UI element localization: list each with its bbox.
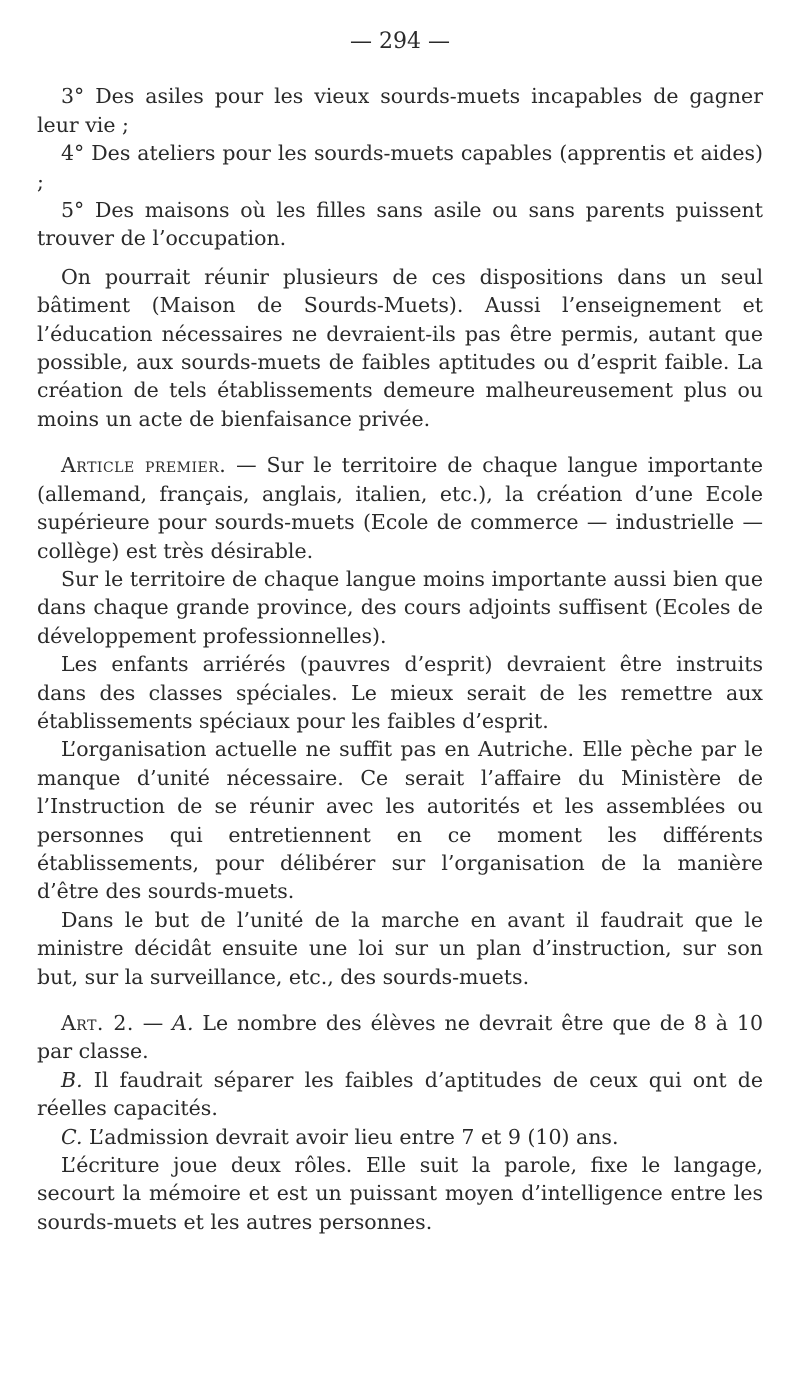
paragraph-langue-moins-importante: Sur le territoire de chaque langue moins importante aussi bien que dans chaque grande province, des cours adjoints suffisent (Ecoles de développement professionnelles). xyxy=(37,566,763,648)
item-a-text: Le nombre des élèves ne devrait être que de 8 à 10 par classe. xyxy=(37,1011,763,1064)
paragraph-item-5: 5° Des maisons où les filles sans asile ou sans parents puissent trouver de l’occupation. xyxy=(37,198,763,251)
item-b-text: Il faudrait séparer les faibles d’aptitudes de ceux qui ont de réelles capacités. xyxy=(37,1067,763,1121)
document-page xyxy=(37,20,763,1236)
paragraph-item-4: 4° Des ateliers pour les sourds-muets capables (apprentis et aides) ; xyxy=(37,141,763,194)
item-c-paragraph xyxy=(37,1123,763,1151)
article-premier-paragraph xyxy=(37,451,763,565)
paragraph-enfants-arrieres: Les enfants arriérés (pauvres d’esprit) devraient être instruits dans des classes spéciales. Le mieux serait de les remettre aux établissements spéciaux pour les faibles d’esprit. xyxy=(37,652,763,733)
paragraph-dispositions: On pourrait réunir plusieurs de ces dispositions dans un seul bâtiment (Maison de Sourds-Muets). Aussi l’enseignement et l’éducation nécessaires ne devraient-ils pas être permis, autant que possible, aux sourds-muets de faibles aptitudes ou d’esprit faible. La création de tels établissements demeure malheureusement plus ou moins un acte de bienfaisance privée. xyxy=(37,264,763,431)
paragraph-item-3: 3° Des asiles pour les vieux sourds-muets incapables de gagner leur vie ; xyxy=(37,84,763,137)
article-premier-dash: — xyxy=(226,453,267,478)
item-b-label: B. xyxy=(61,1067,83,1092)
item-c-text: L’admission devrait avoir lieu entre 7 et 9 (10) ans. xyxy=(89,1124,619,1149)
item-a-label: A. xyxy=(172,1011,194,1035)
article-premier-text: Sur le territoire de chaque langue importante (allemand, français, anglais, italien, etc.), la création d’une Ecole supérieure pour sourds-muets (Ecole de commerce — industrielle — collège) est très désirable. xyxy=(37,453,763,563)
article-2-dash: — xyxy=(133,1011,173,1035)
article-2-paragraph xyxy=(37,1009,763,1066)
item-b-paragraph xyxy=(37,1066,763,1123)
article-premier-heading: Article premier. xyxy=(61,453,227,478)
item-c-label: C. xyxy=(61,1124,83,1149)
page-number: — 294 — xyxy=(350,29,450,54)
article-2-heading: Art. 2. xyxy=(61,1011,134,1035)
paragraph-organisation-autriche: L’organisation actuelle ne suffit pas en Autriche. Elle pèche par le manque d’unité nécessaire. Ce serait l’affaire du Ministère de l’Instruction de se réunir avec les autorités et les assemblées ou personnes qui entretiennent en ce moment les différents établissements, pour délibérer sur l’organisation de la manière d’être des sourds-muets. xyxy=(37,737,763,904)
paragraph-unite-marche: Dans le but de l’unité de la marche en avant il faudrait que le ministre décidât ensuite une loi sur un plan d’instruction, sur son but, sur la surveillance, etc., des sourds-muets. xyxy=(37,907,763,989)
paragraph-ecriture: L’écriture joue deux rôles. Elle suit la parole, fixe le langage, secourt la mémoire et est un puissant moyen d’intelligence entre les sourds-muets et les autres personnes. xyxy=(37,1153,763,1234)
